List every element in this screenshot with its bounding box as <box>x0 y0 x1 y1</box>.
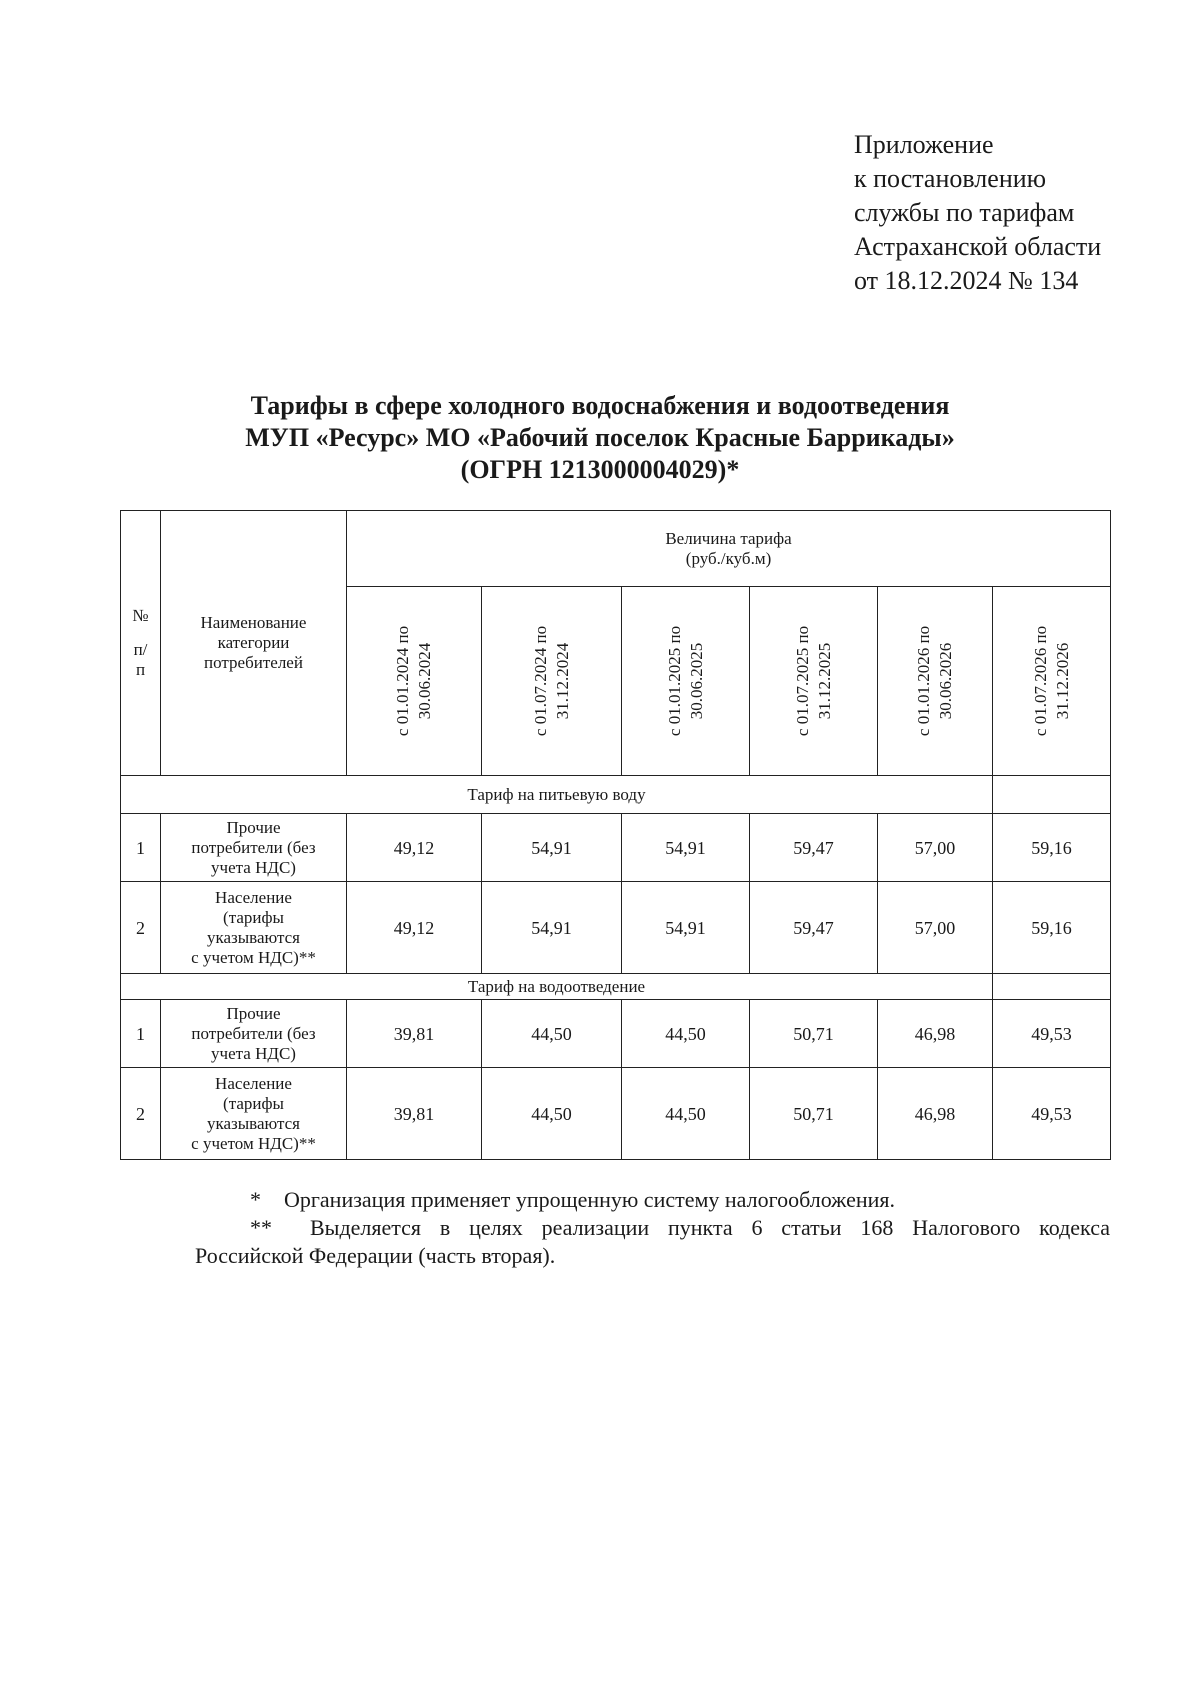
col-number-line: п/ <box>133 640 148 659</box>
period-line: с 01.01.2025 по <box>664 625 684 737</box>
category-line: Прочие <box>226 817 281 837</box>
tariff-value: 44,50 <box>482 1068 622 1160</box>
category-line: Население <box>215 1073 292 1093</box>
title-line: Тарифы в сфере холодного водоснабжения и водоотведения <box>250 391 950 420</box>
section-title: Тариф на водоотведение <box>121 974 993 1000</box>
footnote-mark: ** <box>250 1215 272 1240</box>
period-line: с 01.07.2024 по <box>530 625 550 737</box>
category-line: указываются <box>206 927 300 947</box>
tariff-value: 44,50 <box>622 1068 750 1160</box>
category-line: потребители (без <box>191 837 316 857</box>
category-line: Население <box>215 887 292 907</box>
footnotes <box>195 1186 1110 1270</box>
section-empty-cell <box>993 974 1111 1000</box>
tariff-value: 54,91 <box>482 814 622 882</box>
tariff-value: 54,91 <box>622 814 750 882</box>
period-header <box>993 587 1111 776</box>
section-empty-cell <box>993 776 1111 814</box>
row-category <box>161 1068 347 1160</box>
period-line: 31.12.2024 <box>552 642 572 720</box>
category-line: с учетом НДС)** <box>191 947 316 967</box>
tariff-value: 49,53 <box>993 1000 1111 1068</box>
period-line: с 01.01.2026 по <box>914 625 933 737</box>
tariff-value: 59,47 <box>750 814 878 882</box>
footnote-text: Организация применяет упрощенную систему налогообложения. <box>284 1187 896 1212</box>
tariff-value: 39,81 <box>347 1000 482 1068</box>
col-number-line: п <box>135 660 146 679</box>
row-category <box>161 1000 347 1068</box>
appendix-line: к постановлению <box>854 164 1047 193</box>
tariff-value: 54,91 <box>482 882 622 974</box>
appendix-line: Приложение <box>854 130 994 159</box>
tariff-value: 49,12 <box>347 814 482 882</box>
period-line: с 01.07.2025 по <box>792 625 812 737</box>
category-line: (тарифы <box>223 907 284 927</box>
appendix-line: от 18.12.2024 № 134 <box>854 266 1079 295</box>
section-row <box>121 974 1111 1000</box>
appendix-block <box>854 128 1184 298</box>
col-name-header: Наименование категории потребителей <box>161 511 347 776</box>
period-line: 30.06.2025 <box>686 642 706 720</box>
period-header <box>622 587 750 776</box>
tariff-value: 46,98 <box>878 1068 993 1160</box>
table-row <box>121 1000 1111 1068</box>
table-row <box>121 882 1111 974</box>
tariff-value: 44,50 <box>482 1000 622 1068</box>
row-number: 2 <box>121 882 161 974</box>
row-category <box>161 814 347 882</box>
footnote-2-continuation: Российской Федерации (часть вторая). <box>195 1243 556 1268</box>
tariff-value: 50,71 <box>750 1068 878 1160</box>
tariff-value: 49,12 <box>347 882 482 974</box>
row-category <box>161 882 347 974</box>
section-title: Тариф на питьевую воду <box>121 776 993 814</box>
footnote-1 <box>195 1186 1110 1214</box>
tariff-value: 59,47 <box>750 882 878 974</box>
row-number: 2 <box>121 1068 161 1160</box>
tariff-value: 59,16 <box>993 814 1111 882</box>
table-row <box>121 814 1111 882</box>
period-line: 30.06.2026 <box>936 642 955 720</box>
row-number: 1 <box>121 1000 161 1068</box>
period-line: с 01.01.2024 по <box>393 625 412 737</box>
appendix-line: Астраханской области <box>854 232 1102 261</box>
col-number-line: № <box>132 606 149 625</box>
col-value-header <box>347 511 1111 587</box>
footnote-text: Выделяется в целях реализации пункта 6 статьи 168 Налогового кодекса <box>310 1215 1110 1240</box>
footnote-mark: * <box>250 1187 261 1212</box>
tariff-value: 59,16 <box>993 882 1111 974</box>
tariff-value: 39,81 <box>347 1068 482 1160</box>
row-number: 1 <box>121 814 161 882</box>
category-line: указываются <box>206 1113 300 1133</box>
appendix-line: службы по тарифам <box>854 198 1075 227</box>
tariff-value: 44,50 <box>622 1000 750 1068</box>
tariff-value: 57,00 <box>878 882 993 974</box>
table-row <box>121 1068 1111 1160</box>
category-line: Прочие <box>226 1003 281 1023</box>
footnote-2 <box>195 1214 1110 1242</box>
col-value-line: (руб./куб.м) <box>685 548 772 568</box>
period-header <box>347 587 482 776</box>
tariff-value: 49,53 <box>993 1068 1111 1160</box>
tariff-value: 46,98 <box>878 1000 993 1068</box>
period-header <box>750 587 878 776</box>
tariff-table <box>120 510 1111 1160</box>
title-line: МУП «Ресурс» МО «Рабочий поселок Красные Баррикады» <box>245 423 955 452</box>
document-title <box>100 390 1100 486</box>
period-line: с 01.07.2026 по <box>1030 625 1050 737</box>
table-header-row <box>121 511 1111 587</box>
category-line: учета НДС) <box>211 857 296 877</box>
category-line: с учетом НДС)** <box>191 1133 316 1153</box>
tariff-value: 57,00 <box>878 814 993 882</box>
col-value-line: Величина тарифа <box>665 528 792 548</box>
period-line: 31.12.2026 <box>1052 642 1072 720</box>
category-line: потребители (без <box>191 1023 316 1043</box>
category-line: (тарифы <box>223 1093 284 1113</box>
tariff-value: 50,71 <box>750 1000 878 1068</box>
title-line: (ОГРН 1213000004029)* <box>460 455 740 484</box>
tariff-value: 54,91 <box>622 882 750 974</box>
period-line: 31.12.2025 <box>814 642 834 720</box>
category-line: учета НДС) <box>211 1043 296 1063</box>
period-header <box>482 587 622 776</box>
col-number-header <box>121 511 161 776</box>
section-row <box>121 776 1111 814</box>
period-header <box>878 587 993 776</box>
period-line: 30.06.2024 <box>415 642 434 720</box>
